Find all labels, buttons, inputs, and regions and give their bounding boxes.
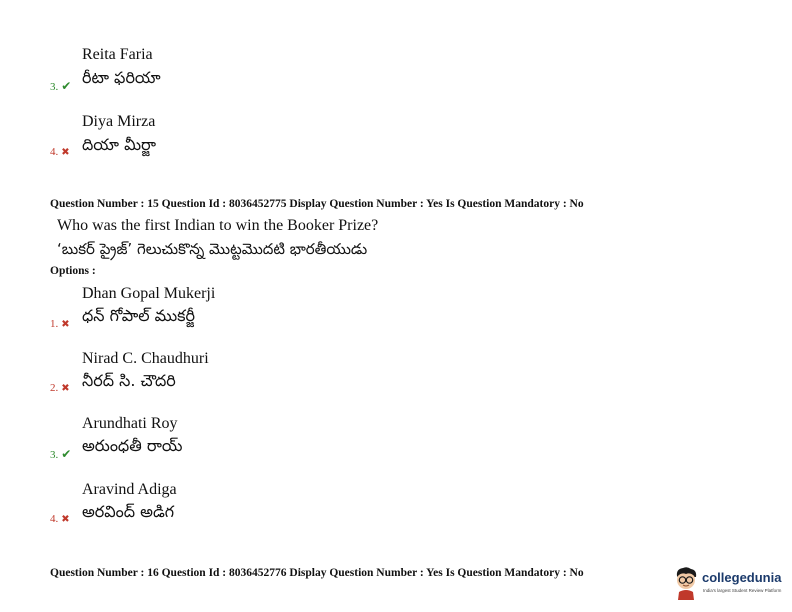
option-number: 3. ✔ (50, 447, 72, 461)
logo-name: collegedunia (702, 570, 782, 585)
cross-icon: ✖ (61, 514, 70, 525)
check-icon: ✔ (61, 447, 72, 461)
option-english: Dhan Gopal Mukerji (82, 285, 216, 302)
option-telugu: అరుంధతీ రాయ్ (82, 436, 183, 455)
logo-tagline: India's largest Student Review Platform (703, 588, 782, 593)
option-english: Reita Faria (82, 46, 153, 63)
next-question-header: Question Number : 16 Question Id : 8036452776 Display Question Number : Yes Is Question Mandatory : No (50, 567, 584, 579)
option-number: 4. ✖ (50, 146, 70, 158)
question-text-english: Who was the first Indian to win the Booker Prize? (57, 217, 379, 234)
collegedunia-logo (672, 566, 788, 602)
option-number: 4. ✖ (50, 513, 70, 525)
option-english: Diya Mirza (82, 113, 156, 130)
option-english: Arundhati Roy (82, 415, 178, 432)
option-number: 1. ✖ (50, 318, 70, 330)
option-english: Nirad C. Chaudhuri (82, 350, 209, 367)
student-mascot-icon (672, 566, 700, 600)
option-telugu: రీటా ఫరియా (82, 68, 161, 87)
option-telugu: నీరద్ సి. చౌదరి (82, 371, 176, 390)
check-icon: ✔ (61, 79, 72, 93)
cross-icon: ✖ (61, 383, 70, 394)
question-header: Question Number : 15 Question Id : 8036452775 Display Question Number : Yes Is Question Mandatory : No (50, 198, 584, 210)
option-number: 2. ✖ (50, 382, 70, 394)
options-label: Options : (50, 265, 96, 277)
option-english: Aravind Adiga (82, 481, 177, 498)
option-telugu: దియా మీర్జా (82, 135, 157, 154)
cross-icon: ✖ (61, 319, 70, 330)
option-number: 3. ✔ (50, 79, 72, 93)
option-telugu: ధన్ గోపాల్ ముకర్జీ (82, 306, 195, 325)
option-telugu: అరవింద్ అడిగ (82, 502, 175, 521)
cross-icon: ✖ (61, 147, 70, 158)
question-text-telugu: ‘బుకర్ ప్రైజ్’ గెలుచుకొన్న మొట్టమొదటి భారతీయుడు (57, 240, 368, 258)
